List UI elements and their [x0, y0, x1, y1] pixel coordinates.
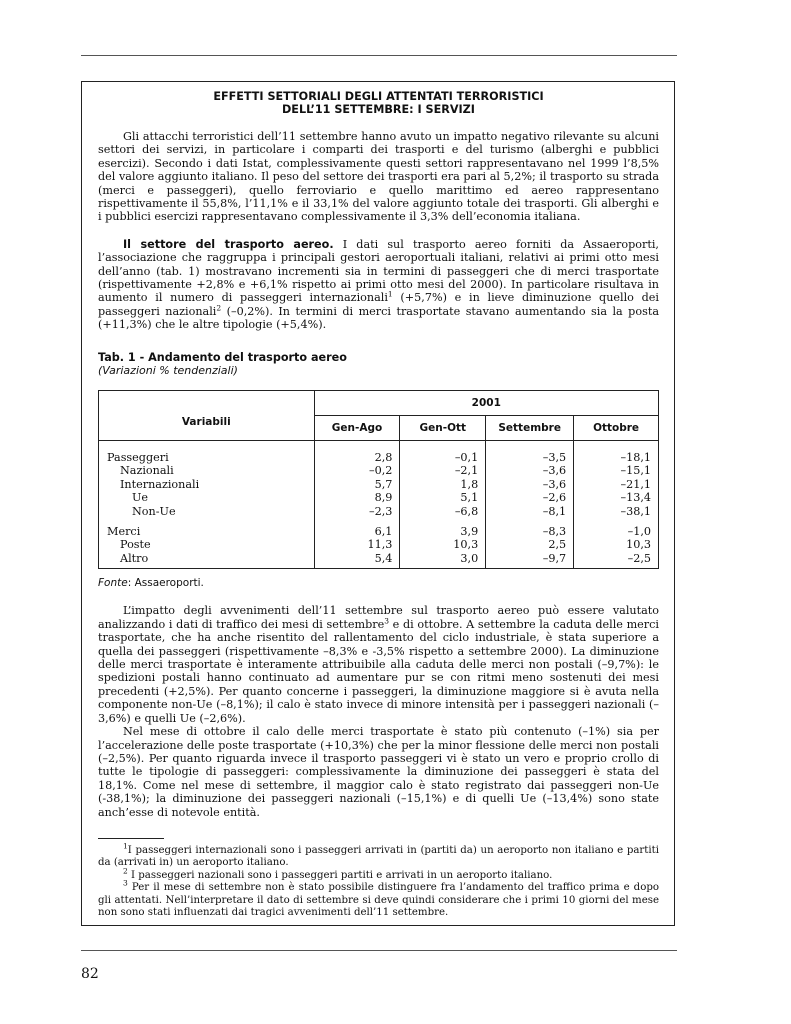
header-rule: [81, 55, 677, 56]
table-subtitle: (Variazioni % tendenziali): [98, 363, 238, 377]
paragraph-heading: Il settore del trasporto aereo.: [123, 237, 334, 251]
table-title: Tab. 1 - Andamento del trasporto aereo: [98, 350, 347, 364]
cell-value: 1,8: [400, 478, 486, 492]
cell-value: –38,1: [574, 505, 659, 519]
column-header: Gen-Ago: [314, 415, 400, 440]
row-label: Ue: [132, 491, 149, 505]
article-content: [98, 90, 659, 919]
cell-value: –0,2: [314, 464, 400, 478]
cell-value: –13,4: [574, 491, 659, 505]
paragraph-text: I dati sul trasporto aereo forniti da Assaeroporti, l’associazione che raggruppa i principali gestori aeroportuali italiani, relativi ai primi otto mesi dell’anno (tab. 1) mostravano incrementi sia in termini di passeggeri che di merci trasportate (rispettivamente +2,8% e +6,1% rispetto ai primi otto mesi del 2000). In particolare risultava in aumento il numero di passeggeri internazionali: [98, 237, 659, 305]
footnote-ref-3: 3: [384, 616, 389, 626]
header-year: 2001: [314, 390, 658, 415]
cell-value: 10,3: [400, 538, 486, 552]
cell-value: –18,1: [574, 451, 659, 465]
air-transport-table: [98, 390, 659, 570]
table-row: [99, 464, 659, 478]
footnote-text: Per il mese di settembre non è stato possibile distinguere fra l’andamento del traffico prima e dopo gli attentati. Nell’interpretare il dato di settembre si deve quindi considerare che i primi 10 giorni del mese non sono stati influenzati dai tragici avvenimenti dell’11 settembre.: [98, 882, 659, 918]
footnote-mark: 3: [123, 878, 128, 888]
row-label: Merci: [107, 524, 141, 538]
cell-value: –3,6: [486, 478, 574, 492]
cell-value: 5,4: [314, 552, 400, 566]
cell-value: 10,3: [574, 538, 659, 552]
table-row: [99, 451, 659, 465]
cell-value: –2,3: [314, 505, 400, 519]
paragraph-text: L’impatto degli avvenimenti dell’11 settembre sul trasporto aereo può essere valutato analizzando i dati di traffico dei mesi di settembre: [98, 604, 659, 631]
column-header: Settembre: [486, 415, 574, 440]
row-label: Altro: [120, 551, 149, 565]
footer-rule: [81, 950, 677, 951]
cell-value: –8,1: [486, 505, 574, 519]
row-label: Passeggeri: [107, 450, 169, 464]
cell-value: 3,0: [400, 552, 486, 566]
row-label: Poste: [120, 538, 151, 552]
table-row: [99, 478, 659, 492]
cell-value: –6,8: [400, 505, 486, 519]
source-label: Fonte: [98, 577, 128, 590]
table-row: [99, 505, 659, 519]
title-line-1: EFFETTI SETTORIALI DEGLI ATTENTATI TERRORISTICI: [213, 90, 544, 103]
article-title: [98, 90, 659, 116]
header-variabili: Variabili: [99, 390, 315, 440]
cell-value: –1,0: [574, 525, 659, 539]
cell-value: –8,3: [486, 525, 574, 539]
cell-value: –3,5: [486, 451, 574, 465]
title-line-2: DELL’11 SETTEMBRE: I SERVIZI: [282, 103, 475, 116]
cell-value: 2,8: [314, 451, 400, 465]
cell-value: 11,3: [314, 538, 400, 552]
paragraph-impact: [98, 604, 659, 725]
cell-value: 5,7: [314, 478, 400, 492]
cell-value: –15,1: [574, 464, 659, 478]
paragraph-text: (+5,7%) e in lieve diminuzione quello dei passeggeri nazionali: [98, 291, 659, 318]
cell-value: 8,9: [314, 491, 400, 505]
row-label: Internazionali: [120, 477, 200, 491]
cell-value: –3,6: [486, 464, 574, 478]
footnote-3: [98, 878, 659, 919]
row-label: Nazionali: [120, 464, 174, 478]
cell-value: 3,9: [400, 525, 486, 539]
paragraph-air-transport: [98, 238, 659, 332]
cell-value: 6,1: [314, 525, 400, 539]
footnote-ref-2: 2: [216, 303, 222, 313]
footnote-1: [98, 841, 659, 870]
cell-value: 5,1: [400, 491, 486, 505]
page-number: 82: [81, 966, 99, 982]
table-row: [99, 538, 659, 552]
cell-value: –0,1: [400, 451, 486, 465]
footnote-text: I passeggeri nazionali sono i passeggeri partiti e arrivati in un aeroporto italiano.: [127, 869, 553, 881]
table-row: [99, 552, 659, 566]
paragraph-october: Nel mese di ottobre il calo delle merci trasportate è stato più contenuto (–1%) sia per l’accelerazione delle poste trasportate (+10,3%) che per la minor flessione delle merci non postali (–2,5%). Per quanto riguarda invece il trasporto passeggeri vi è stato un vero e proprio crollo di tutte le tipologie di passeggeri: complessivamente la diminuzione dei passeggeri è stata del 18,1%. Come nel mese di settembre, il maggior calo è stato registrato dai passeggeri non-Ue (-38,1%); la diminuzione dei passeggeri nazionali (–15,1%) e di quelli Ue (–13,4%) sono state anch’esse di notevole entità.: [98, 725, 659, 819]
cell-value: –2,1: [400, 464, 486, 478]
cell-value: –9,7: [486, 552, 574, 566]
footnote-mark: 2: [123, 866, 128, 876]
cell-value: 2,5: [486, 538, 574, 552]
table-source: [98, 577, 659, 590]
boxed-article: [81, 81, 675, 926]
column-header: Gen-Ott: [400, 415, 486, 440]
paragraph-text: (–0,2%). In termini di merci trasportate stavano aumentando sia la posta (+11,3%) che le altre tipologie (+5,4%).: [98, 304, 659, 332]
footnote-text: I passeggeri internazionali sono i passeggeri arrivati in (partiti da) un aeroporto non italiano e partiti da (arrivati in) un aeroporto italiano.: [98, 844, 659, 869]
paragraph-intro: Gli attacchi terroristici dell’11 settembre hanno avuto un impatto negativo rilevante su alcuni settori dei servizi, in particolare i comparti dei trasporti e del turismo (alberghi e pubblici esercizi). Secondo i dati Istat, complessivamente questi settori rappresentavano nel 1999 l’8,5% del valore aggiunto italiano. Il peso del settore dei trasporti era pari al 5,2%; il trasporto su strada (merci e passeggeri), quello ferroviario e quello marittimo ed aereo rappresentano rispettivamente il 55,8%, l’11,1% e il 33,1% del valore aggiunto totale dei trasporti. Gli alberghi e i pubblici esercizi rappresentavano complessivamente il 3,3% dell’economia italiana.: [98, 130, 659, 224]
row-label: Non-Ue: [132, 505, 176, 519]
footnote-mark: 1: [123, 841, 128, 851]
cell-value: –2,6: [486, 491, 574, 505]
cell-value: –2,5: [574, 552, 659, 566]
cell-value: –21,1: [574, 478, 659, 492]
table-row: [99, 525, 659, 539]
paragraph-text: e di ottobre. A settembre la caduta delle merci trasportate, che ha anche risentito del rallentamento del ciclo industriale, è stata superiore a quella dei passeggeri (rispettivamente –8,3% e -3,5% rispetto a settembre 2000). La diminuzione delle merci trasportate è interamente attribuibile alla caduta delle merci non postali (–9,7%): le spedizioni postali hanno continuato ad aumentare pur se con ritmi meno sostenuti dei mesi precedenti (+2,5%). Per quanto concerne i passeggeri, la diminuzione maggiore si è avuta nella componente non-Ue (–8,1%); il calo è stato invece di minore intensità per i passeggeri nazionali (–3,6%) e quelli Ue (–2,6%).: [98, 617, 659, 725]
footnote-ref-1: 1: [387, 289, 393, 299]
column-header: Ottobre: [574, 415, 659, 440]
table-row: [99, 491, 659, 505]
source-text: : Assaeroporti.: [127, 577, 204, 590]
footnote-2: [98, 866, 659, 882]
